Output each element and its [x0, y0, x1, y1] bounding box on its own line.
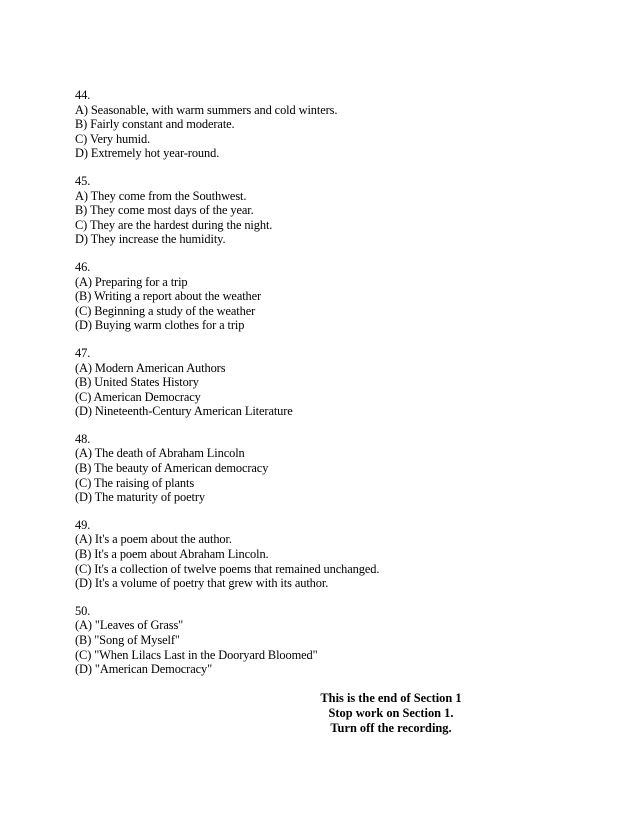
- question-47: [75, 346, 595, 419]
- option-d: (D) Buying warm clothes for a trip: [75, 318, 245, 333]
- option-c: (C) It's a collection of twelve poems that remained unchanged.: [75, 561, 380, 576]
- option-a: (A) It's a poem about the author.: [75, 532, 232, 547]
- question-50: [75, 604, 595, 677]
- option-d: (D) It's a volume of poetry that grew with its author.: [75, 576, 329, 591]
- question-number: 47.: [75, 345, 91, 360]
- question-49: [75, 518, 595, 591]
- question-44: [75, 88, 595, 161]
- question-48: [75, 432, 595, 505]
- option-a: (A) "Leaves of Grass": [75, 618, 184, 633]
- option-a: (A) Modern American Authors: [75, 360, 226, 375]
- question-number: 45.: [75, 173, 91, 188]
- option-a: A) They come from the Southwest.: [75, 188, 247, 203]
- question-number: 50.: [75, 603, 91, 618]
- question-number: 48.: [75, 431, 91, 446]
- end-of-section-line: This is the end of Section 1: [320, 691, 462, 705]
- question-45: [75, 174, 595, 247]
- turn-off-recording-line: Turn off the recording.: [330, 721, 452, 735]
- option-b: (B) It's a poem about Abraham Lincoln.: [75, 547, 269, 562]
- option-a: (A) Preparing for a trip: [75, 274, 188, 289]
- option-d: D) They increase the humidity.: [75, 232, 226, 247]
- option-b: (B) Writing a report about the weather: [75, 289, 262, 304]
- option-b: B) Fairly constant and moderate.: [75, 117, 235, 132]
- option-c: C) Very humid.: [75, 131, 151, 146]
- question-number: 49.: [75, 517, 91, 532]
- option-c: (C) American Democracy: [75, 389, 201, 404]
- stop-work-line: Stop work on Section 1.: [328, 706, 454, 720]
- option-c: (C) Beginning a study of the weather: [75, 303, 256, 318]
- option-d: (D) The maturity of poetry: [75, 490, 205, 505]
- option-c: (C) "When Lilacs Last in the Dooryard Bloomed": [75, 647, 318, 662]
- document-page: [75, 88, 595, 735]
- option-b: B) They come most days of the year.: [75, 203, 254, 218]
- section-end-notice: [75, 691, 555, 736]
- option-b: (B) The beauty of American democracy: [75, 461, 269, 476]
- option-c: (C) The raising of plants: [75, 475, 195, 490]
- option-b: (B) United States History: [75, 375, 199, 390]
- option-d: (D) "American Democracy": [75, 662, 213, 677]
- option-a: (A) The death of Abraham Lincoln: [75, 446, 245, 461]
- option-d: (D) Nineteenth-Century American Literature: [75, 404, 293, 419]
- question-46: [75, 260, 595, 333]
- question-number: 46.: [75, 259, 91, 274]
- option-c: C) They are the hardest during the night.: [75, 217, 273, 232]
- option-d: D) Extremely hot year-round.: [75, 146, 220, 161]
- option-a: A) Seasonable, with warm summers and cold winters.: [75, 102, 338, 117]
- question-number: 44.: [75, 88, 91, 102]
- option-b: (B) "Song of Myself": [75, 633, 180, 647]
